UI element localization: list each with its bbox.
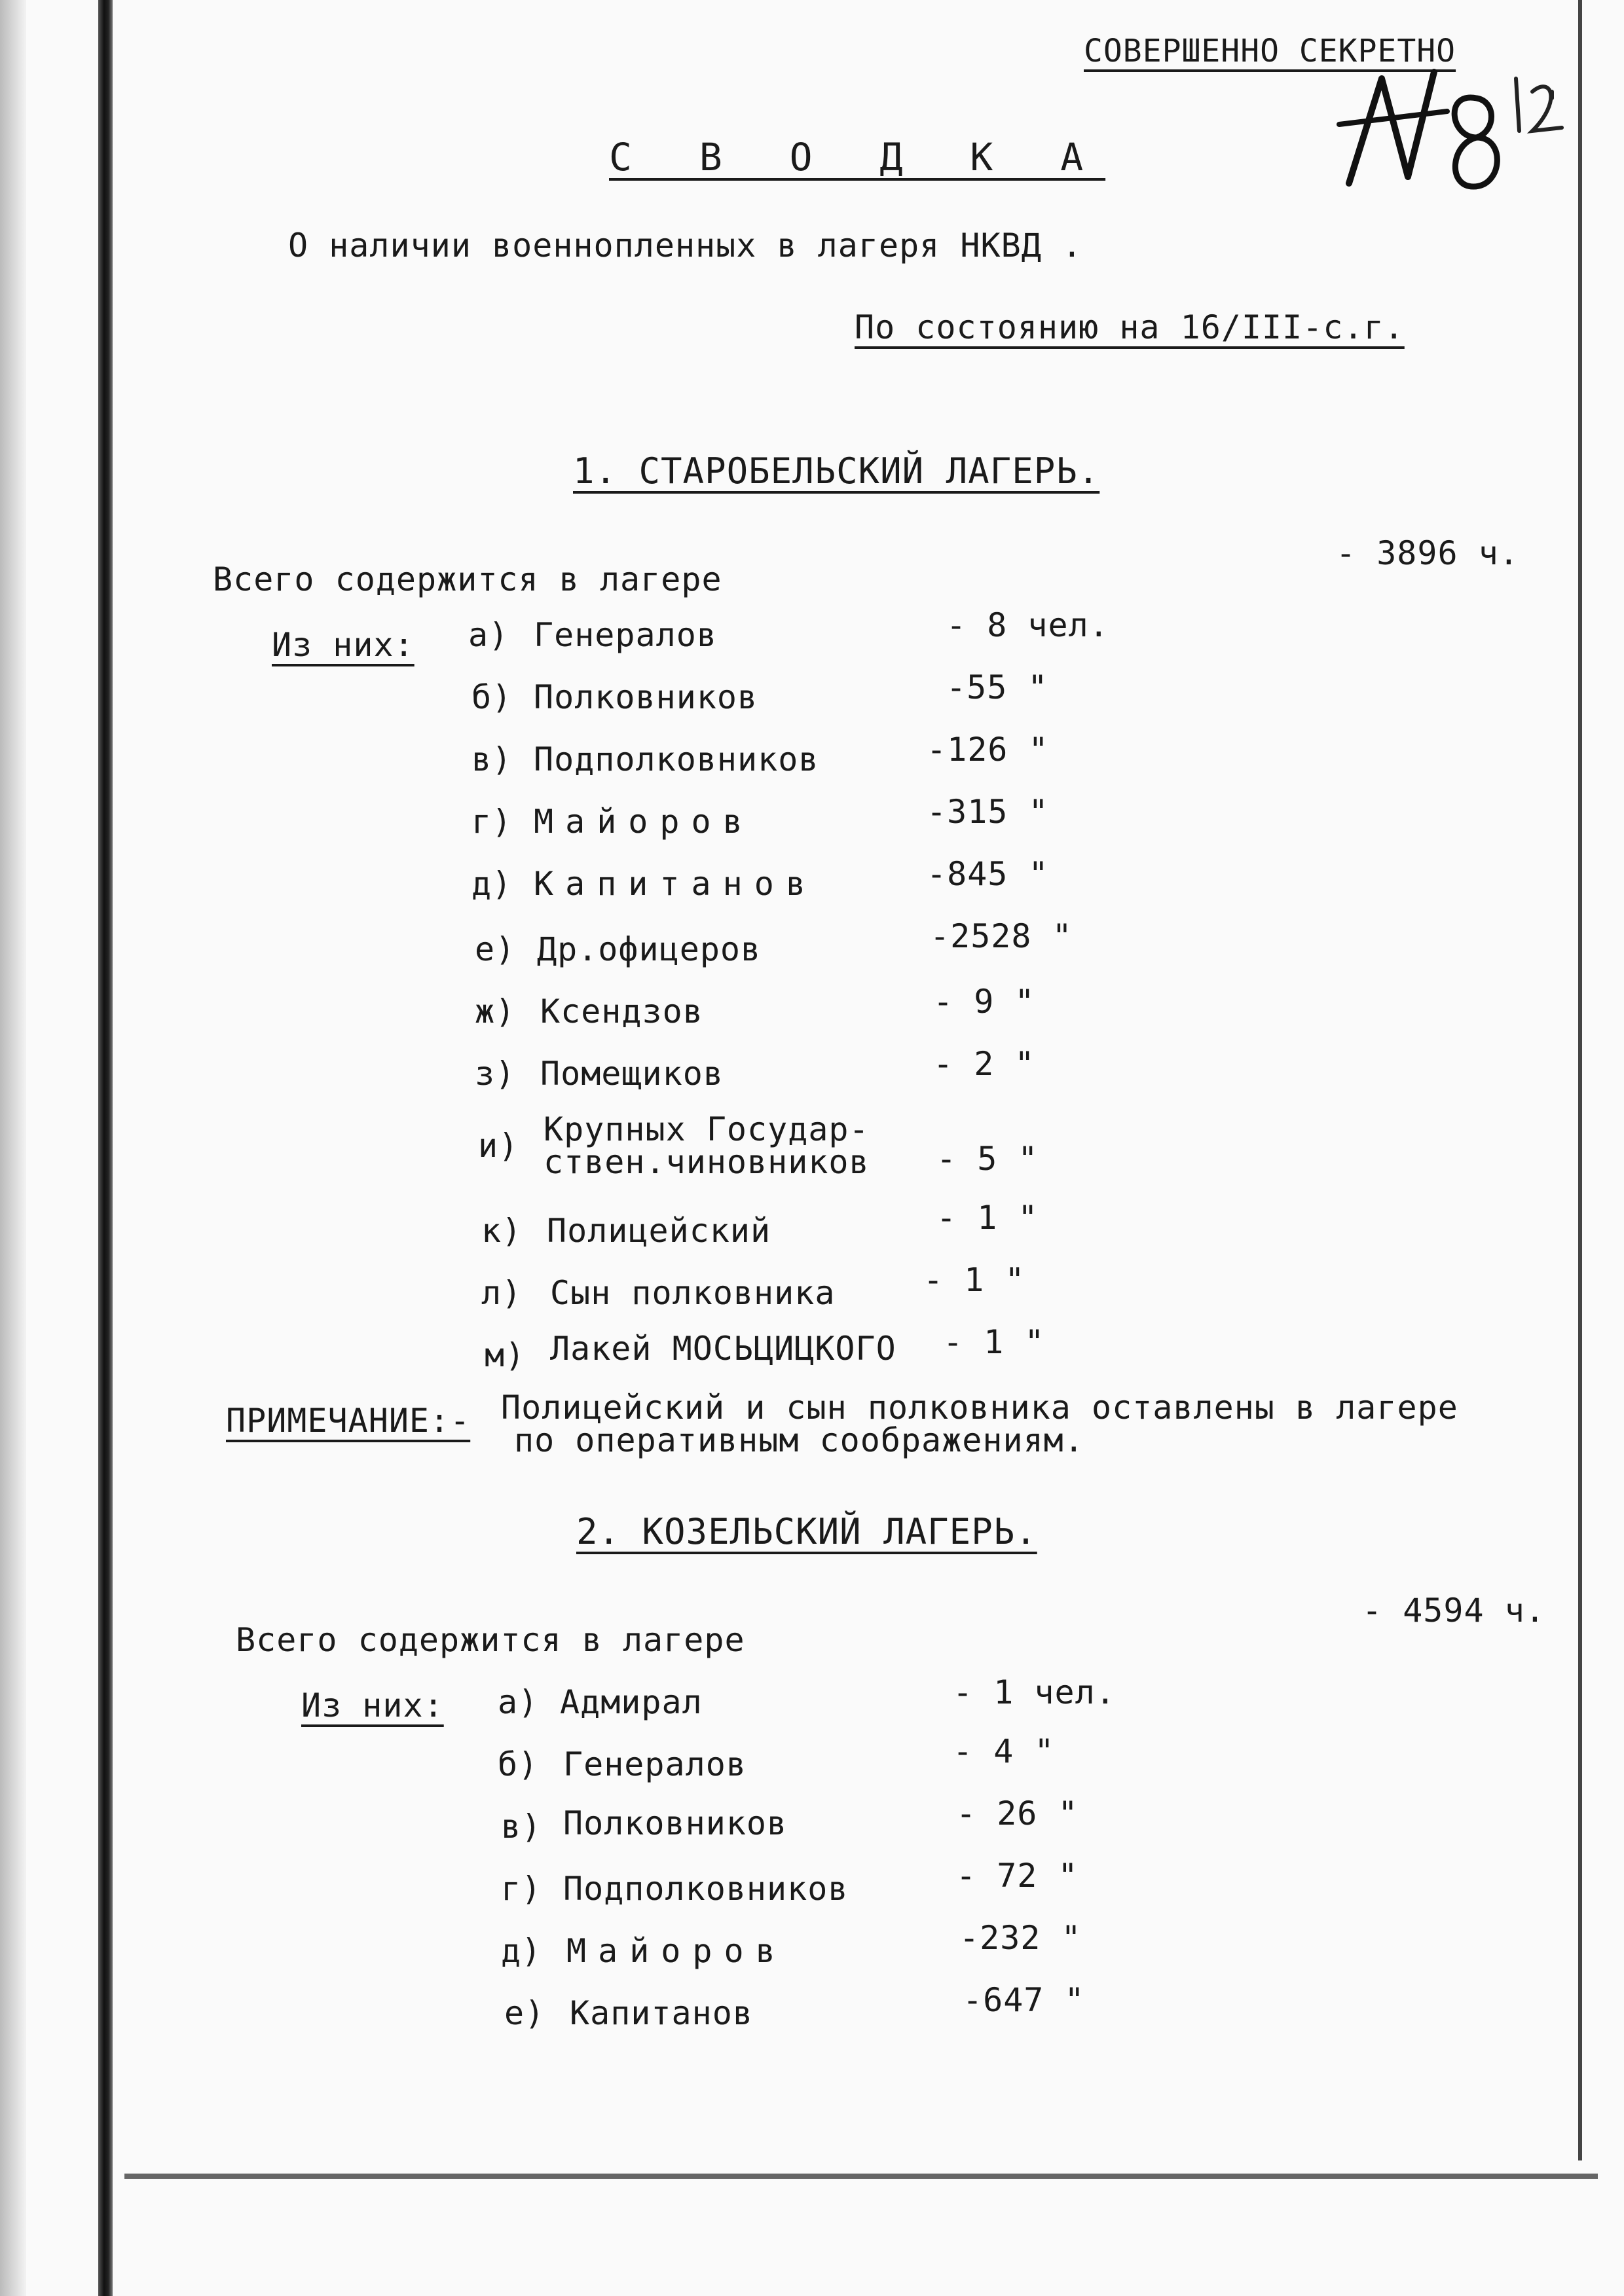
camp1-note-line2: по оперативным соображениям. bbox=[514, 1421, 1084, 1459]
camp2-heading: 2. КОЗЕЛЬСКИЙ ЛАГЕРЬ. bbox=[576, 1511, 1037, 1552]
camp1-value-z: - 2 " bbox=[933, 1045, 1035, 1083]
camp1-note-label: ПРИМЕЧАНИЕ:- bbox=[226, 1402, 471, 1440]
camp1-label-m: Лакей МОСЬЦИЦКОГО bbox=[550, 1330, 896, 1368]
camp2-label-d: Майоров bbox=[566, 1932, 787, 1970]
camp1-value-i: - 5 " bbox=[936, 1140, 1039, 1178]
camp2-total-label: Всего содержится в лагере bbox=[236, 1621, 745, 1659]
camp1-label-b: Полковников bbox=[534, 678, 758, 716]
camp1-letter-m: м) bbox=[485, 1336, 526, 1374]
camp1-letter-l: л) bbox=[481, 1274, 523, 1312]
camp1-letter-g: г) bbox=[471, 803, 513, 841]
camp2-letter-e: е) bbox=[504, 1994, 545, 2032]
camp1-value-m: - 1 " bbox=[943, 1323, 1045, 1361]
camp1-letter-a: а) bbox=[468, 616, 509, 654]
camp2-label-e: Капитанов bbox=[570, 1994, 753, 2032]
camp2-value-a: - 1 чел. bbox=[953, 1673, 1116, 1711]
camp2-letter-d: д) bbox=[501, 1932, 542, 1970]
camp2-label-v: Полковников bbox=[563, 1804, 788, 1842]
camp1-value-b: -55 " bbox=[946, 668, 1048, 706]
camp1-label-i: Крупных Государ- bbox=[544, 1110, 870, 1148]
camp1-label-z: Помещиков bbox=[540, 1055, 724, 1093]
camp1-of-them: Из них: bbox=[272, 626, 415, 664]
svg-text:№ 8 121: № 8 121 bbox=[1336, 214, 1364, 221]
camp1-label-k: Полицейский bbox=[547, 1212, 771, 1250]
camp1-label-l: Сын полковника bbox=[550, 1274, 836, 1312]
camp1-heading: 1. СТАРОБЕЛЬСКИЙ ЛАГЕРЬ. bbox=[573, 450, 1100, 492]
camp1-value-l: - 1 " bbox=[923, 1261, 1025, 1299]
document-title: С В О Д К А bbox=[609, 135, 1106, 179]
binding-edge bbox=[98, 0, 113, 2296]
camp1-value-k: - 1 " bbox=[936, 1199, 1039, 1237]
camp1-label-g: Майоров bbox=[534, 803, 754, 841]
camp1-value-v: -126 " bbox=[927, 731, 1049, 769]
camp1-label-d: Капитанов bbox=[534, 865, 817, 903]
camp1-note-line1: Полицейский и сын полковника оставлены в лагере bbox=[501, 1389, 1458, 1427]
camp1-label-v: Подполковников bbox=[534, 740, 819, 778]
camp2-value-g: - 72 " bbox=[956, 1857, 1079, 1895]
camp2-value-v: - 26 " bbox=[956, 1795, 1079, 1832]
camp1-value-e: -2528 " bbox=[930, 917, 1073, 955]
sheet-edge-right bbox=[1578, 0, 1582, 2160]
camp1-label-e: Др.офицеров bbox=[537, 930, 762, 968]
camp2-total-value: - 4594 ч. bbox=[1362, 1592, 1545, 1630]
camp1-letter-e: е) bbox=[475, 930, 516, 968]
camp1-label-zh: Ксендзов bbox=[540, 993, 703, 1030]
page-shadow bbox=[0, 0, 26, 2296]
camp1-value-a: - 8 чел. bbox=[946, 606, 1109, 644]
camp1-letter-i: и) bbox=[478, 1127, 519, 1165]
camp2-value-b: - 4 " bbox=[953, 1732, 1055, 1770]
camp2-letter-a: а) bbox=[498, 1683, 539, 1721]
camp1-value-zh: - 9 " bbox=[933, 983, 1035, 1021]
camp2-value-e: -647 " bbox=[963, 1981, 1085, 2019]
classification-mark: СОВЕРШЕННО СЕКРЕТНО bbox=[1084, 33, 1456, 69]
camp2-label-a: Адмирал bbox=[560, 1683, 703, 1721]
camp1-total-label: Всего содержится в лагере bbox=[213, 560, 722, 598]
camp1-letter-d: д) bbox=[471, 865, 513, 903]
camp2-label-g: Подполковников bbox=[563, 1870, 849, 1908]
document-subtitle: О наличии военнопленных в лагеря НКВД . bbox=[288, 227, 1082, 264]
camp1-letter-zh: ж) bbox=[475, 993, 516, 1030]
camp2-letter-g: г) bbox=[501, 1870, 542, 1908]
camp1-total-value: - 3896 ч. bbox=[1336, 534, 1519, 572]
camp1-value-d: -845 " bbox=[927, 855, 1049, 893]
camp1-label-a: Генералов bbox=[534, 616, 717, 654]
camp2-label-b: Генералов bbox=[563, 1745, 747, 1783]
camp2-of-them: Из них: bbox=[301, 1686, 444, 1724]
camp2-value-d: -232 " bbox=[959, 1919, 1082, 1957]
as-of-date: По состоянию на 16/III-с.г. bbox=[855, 308, 1405, 346]
camp1-value-g: -315 " bbox=[927, 793, 1049, 831]
camp1-letter-v: в) bbox=[471, 740, 513, 778]
camp1-letter-z: з) bbox=[475, 1055, 516, 1093]
handwritten-number bbox=[1336, 52, 1572, 223]
camp2-letter-b: б) bbox=[498, 1745, 539, 1783]
camp1-letter-k: к) bbox=[481, 1212, 523, 1250]
camp1-letter-b: б) bbox=[471, 678, 513, 716]
camp2-letter-v: в) bbox=[501, 1808, 542, 1846]
sheet-edge-bottom bbox=[124, 2174, 1598, 2179]
camp1-label-i-cont: ствен.чиновников bbox=[544, 1143, 870, 1181]
